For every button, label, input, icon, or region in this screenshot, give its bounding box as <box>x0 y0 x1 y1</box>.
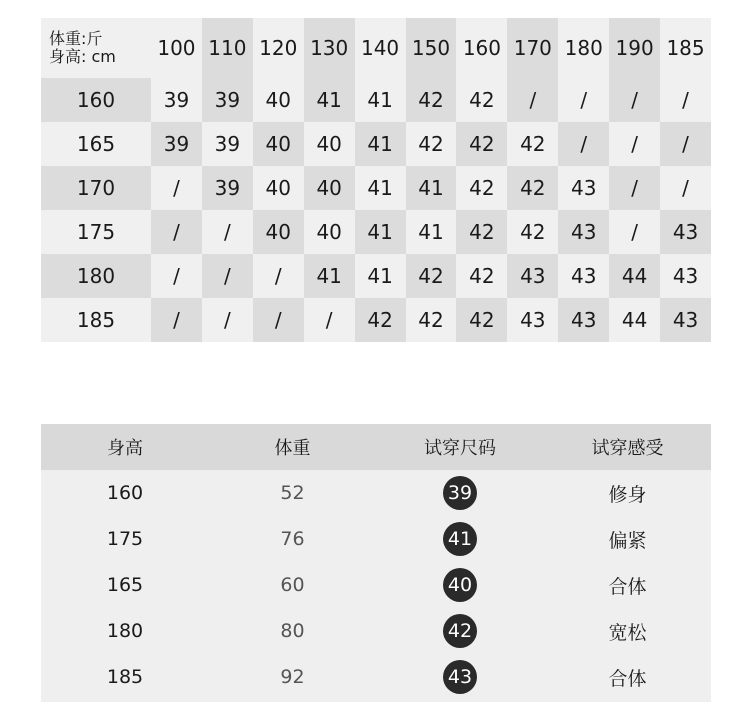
size-cell: / <box>202 254 253 298</box>
fit-feel: 合体 <box>608 667 647 690</box>
size-cell: 41 <box>355 254 406 298</box>
size-cell: 42 <box>456 78 507 122</box>
size-cell: 43 <box>507 254 558 298</box>
size-cell: 40 <box>253 122 304 166</box>
height-label: 185 <box>41 298 151 342</box>
size-cell: 42 <box>406 78 457 122</box>
size-cell: / <box>151 210 202 254</box>
size-cell: 42 <box>507 210 558 254</box>
size-cell: 43 <box>660 254 711 298</box>
size-cell: 39 <box>151 78 202 122</box>
header-size: 试穿尺码 <box>424 438 496 459</box>
size-cell: 41 <box>304 78 355 122</box>
size-cell: / <box>660 122 711 166</box>
fit-weight: 60 <box>280 574 305 596</box>
fit-height: 160 <box>106 482 144 504</box>
height-label: 175 <box>41 210 151 254</box>
size-cell: 40 <box>253 166 304 210</box>
size-cell: 43 <box>660 298 711 342</box>
size-cell: / <box>609 210 660 254</box>
fit-table-body <box>41 470 711 700</box>
size-cell: 43 <box>558 298 609 342</box>
size-cell: / <box>151 254 202 298</box>
fit-weight: 92 <box>280 666 305 688</box>
size-cell: 42 <box>456 166 507 210</box>
size-cell: 42 <box>507 122 558 166</box>
fit-table <box>41 424 711 702</box>
size-cell: / <box>609 78 660 122</box>
size-cell: / <box>253 254 304 298</box>
weight-header: 180 <box>558 18 609 78</box>
size-cell: 43 <box>558 210 609 254</box>
fit-size <box>376 476 544 510</box>
weight-header: 110 <box>202 18 253 78</box>
size-cell: 40 <box>304 210 355 254</box>
weight-header: 140 <box>355 18 406 78</box>
size-cell: / <box>609 122 660 166</box>
fit-size <box>376 568 544 602</box>
size-cell: 43 <box>558 254 609 298</box>
header-height: 身高 <box>107 438 143 459</box>
fit-height: 185 <box>106 666 144 688</box>
fit-feel: 修身 <box>608 483 647 506</box>
size-cell: / <box>202 298 253 342</box>
size-cell: / <box>507 78 558 122</box>
header-weight: 体重 <box>274 438 311 459</box>
size-cell: 42 <box>355 298 406 342</box>
weight-header: 100 <box>151 18 202 78</box>
size-cell: 40 <box>304 166 355 210</box>
size-cell: / <box>660 78 711 122</box>
height-label: 160 <box>41 78 151 122</box>
fit-height: 175 <box>106 528 144 550</box>
size-badge: 39 <box>443 476 477 510</box>
corner-label <box>41 18 151 78</box>
fit-weight: 52 <box>280 482 305 504</box>
size-cell: / <box>609 166 660 210</box>
fit-row <box>41 654 711 700</box>
size-cell: 40 <box>304 122 355 166</box>
fit-table-header <box>41 424 711 470</box>
header-feel: 试穿感受 <box>591 438 664 459</box>
size-cell: / <box>558 122 609 166</box>
fit-feel: 偏紧 <box>608 529 647 552</box>
size-badge: 42 <box>443 614 477 648</box>
size-cell: 42 <box>456 254 507 298</box>
corner-height-label: 身高: cm <box>49 47 116 66</box>
fit-height: 165 <box>106 574 144 596</box>
corner-weight-label: 体重:斤 <box>49 29 103 48</box>
weight-header: 150 <box>406 18 457 78</box>
size-cell: / <box>151 298 202 342</box>
fit-size <box>376 660 544 694</box>
size-chart <box>41 18 711 342</box>
size-cell: 39 <box>202 78 253 122</box>
size-cell: 42 <box>406 254 457 298</box>
weight-header: 170 <box>507 18 558 78</box>
size-cell: 42 <box>406 122 457 166</box>
size-cell: 41 <box>304 254 355 298</box>
size-cell: 42 <box>456 210 507 254</box>
weight-header: 190 <box>609 18 660 78</box>
weight-header: 130 <box>304 18 355 78</box>
size-cell: / <box>558 78 609 122</box>
size-cell: 42 <box>507 166 558 210</box>
fit-feel: 合体 <box>608 575 647 598</box>
size-badge: 40 <box>443 568 477 602</box>
size-cell: 41 <box>355 166 406 210</box>
size-cell: 41 <box>355 122 406 166</box>
size-cell: 43 <box>507 298 558 342</box>
fit-feel: 宽松 <box>608 621 647 644</box>
size-cell: 44 <box>609 254 660 298</box>
fit-height: 180 <box>106 620 144 642</box>
size-cell: 39 <box>151 122 202 166</box>
weight-header: 120 <box>253 18 304 78</box>
size-cell: / <box>660 166 711 210</box>
fit-row <box>41 516 711 562</box>
fit-size <box>376 522 544 556</box>
fit-size <box>376 614 544 648</box>
fit-row <box>41 562 711 608</box>
size-cell: / <box>151 166 202 210</box>
fit-row <box>41 470 711 516</box>
size-cell: / <box>304 298 355 342</box>
size-cell: 42 <box>406 298 457 342</box>
size-cell: 41 <box>355 210 406 254</box>
size-cell: 43 <box>558 166 609 210</box>
size-cell: / <box>253 298 304 342</box>
size-cell: 40 <box>253 78 304 122</box>
size-cell: 39 <box>202 122 253 166</box>
size-cell: 41 <box>406 210 457 254</box>
size-cell: 39 <box>202 166 253 210</box>
fit-weight: 80 <box>280 620 305 642</box>
size-cell: 41 <box>406 166 457 210</box>
weight-header: 160 <box>456 18 507 78</box>
weight-header: 185 <box>660 18 711 78</box>
size-cell: 44 <box>609 298 660 342</box>
height-label: 180 <box>41 254 151 298</box>
size-cell: 42 <box>456 298 507 342</box>
size-cell: 43 <box>660 210 711 254</box>
size-badge: 43 <box>443 660 477 694</box>
height-label: 170 <box>41 166 151 210</box>
fit-row <box>41 608 711 654</box>
height-label: 165 <box>41 122 151 166</box>
size-cell: 41 <box>355 78 406 122</box>
fit-weight: 76 <box>280 528 305 550</box>
size-badge: 41 <box>443 522 477 556</box>
size-cell: 40 <box>253 210 304 254</box>
size-cell: / <box>202 210 253 254</box>
size-cell: 42 <box>456 122 507 166</box>
